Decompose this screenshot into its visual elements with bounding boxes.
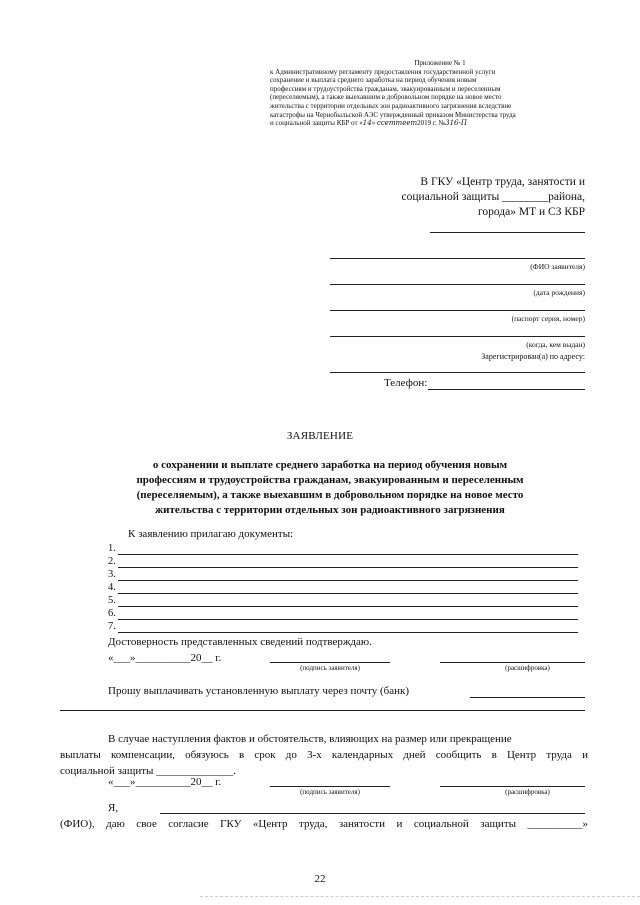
doc-number: 6.: [108, 608, 116, 619]
date-field-2[interactable]: «___»__________20__ г.: [108, 776, 222, 788]
doc-field-5[interactable]: [118, 606, 578, 607]
date-field[interactable]: «___»__________20__ г.: [108, 652, 222, 664]
subject-line: (переселяемым), а также выехавшим в добровольном порядке на новое место: [136, 489, 524, 501]
handwritten-month: ссеттеет: [376, 119, 418, 128]
signature-caption: (подпись заявителя): [300, 664, 360, 672]
issued-field[interactable]: [330, 336, 585, 337]
subject-line: о сохранении и выплате среднего заработка на период обучения новым: [152, 459, 508, 471]
document-title: ЗАЯВЛЕНИЕ: [286, 430, 354, 442]
mail-request-text: Прошу выплачивать установленную выплату через почту (банк): [108, 685, 410, 697]
doc-number: 2.: [108, 556, 116, 567]
attach-intro: К заявлению прилагаю документы:: [128, 528, 294, 540]
signature-caption-2: (подпись заявителя): [300, 788, 360, 796]
doc-field-4[interactable]: [118, 593, 578, 594]
doc-number: 7.: [108, 621, 116, 632]
birth-caption: (дата рождения): [533, 288, 585, 297]
passport-field[interactable]: [330, 310, 585, 311]
appendix-line: (переселяемым), а также выехавшим в добровольном порядке на новое место: [270, 93, 502, 102]
doc-number: 1.: [108, 543, 116, 554]
obligation-line: выплаты компенсации, обязуюсь в срок до 3-х календарных дней сообщить в Центр труда и: [60, 749, 588, 761]
appendix-line: жительства с территории отдельных зон радиоактивного загрязнения вследствие: [270, 101, 512, 110]
document-subject: [70, 458, 590, 518]
appendix-last-prefix: и социальной защиты КБР от «: [270, 119, 363, 128]
addressee-block: [385, 175, 585, 220]
appendix-block: [270, 59, 590, 128]
bank-field-continued[interactable]: [60, 710, 585, 711]
page-number: 22: [314, 873, 326, 885]
doc-field-1[interactable]: [118, 554, 578, 555]
addressee-line: города» МТ и СЗ КБР: [477, 206, 585, 218]
doc-field-6[interactable]: [118, 619, 578, 620]
appendix-header: Приложение № 1: [414, 59, 466, 67]
decode-caption-2: (расшифровка): [505, 788, 550, 796]
appendix-line: катастрофы на Чернобыльской АЭС утвержденный приказом Министерства труда: [270, 110, 516, 119]
address-field[interactable]: [330, 372, 585, 373]
addressee-underline[interactable]: [430, 232, 585, 233]
handwritten-day: 14: [362, 119, 372, 128]
doc-number: 4.: [108, 582, 116, 593]
appendix-year: 2019 г. №: [417, 119, 446, 128]
phone-field[interactable]: [428, 389, 585, 390]
subject-line: жительства с территории отдельных зон радиоактивного загрязнения: [155, 504, 505, 516]
fio-field[interactable]: [330, 258, 585, 259]
addressee-line: социальной защиты ________района,: [401, 191, 585, 203]
confirm-text: Достоверность представленных сведений подтверждаю.: [108, 636, 372, 648]
fio-caption: (ФИО заявителя): [530, 262, 585, 271]
subject-line: профессиям и трудоустройства гражданам, эвакуированным и переселенным: [136, 474, 524, 486]
quote-close: »: [371, 119, 377, 128]
birth-field[interactable]: [330, 284, 585, 285]
bottom-dashes: [200, 896, 640, 897]
obligation-line: В случае наступления фактов и обстоятельств, влияющих на размер или прекращение: [108, 733, 512, 745]
doc-field-7[interactable]: [118, 632, 578, 633]
obligation-line: социальной защиты ______________.: [60, 765, 236, 777]
doc-field-3[interactable]: [118, 580, 578, 581]
doc-field-2[interactable]: [118, 567, 578, 568]
decode-field[interactable]: [440, 662, 585, 663]
passport-caption: (паспорт серия, номер): [511, 314, 585, 323]
consent-fio-field[interactable]: [160, 813, 585, 814]
decode-field-2[interactable]: [440, 786, 585, 787]
bank-field[interactable]: [470, 697, 585, 698]
doc-number: 3.: [108, 569, 116, 580]
appendix-line: сохранение и выплата среднего заработка на период обучения новым: [270, 76, 477, 85]
appendix-line: к Административному регламенту предоставления государственной услуги: [270, 67, 496, 76]
appendix-last-line: [270, 119, 590, 128]
consent-ya: Я,: [108, 802, 119, 814]
signature-field[interactable]: [270, 662, 390, 663]
consent-line: (ФИО), даю свое согласие ГКУ «Центр труда, занятости и социальной защиты __________»: [60, 818, 588, 830]
phone-label: Телефон:: [384, 377, 428, 389]
issued-caption: (когда, кем выдан): [526, 340, 585, 349]
doc-number: 5.: [108, 595, 116, 606]
handwritten-number: 316-П: [445, 119, 467, 128]
registered-label: Зарегистрирован(а) по адресу:: [481, 352, 585, 361]
appendix-line: профессиям и трудоустройства гражданам, эвакуированным и переселенным: [270, 84, 501, 93]
decode-caption: (расшифровка): [505, 664, 550, 672]
addressee-line: В ГКУ «Центр труда, занятости и: [420, 176, 585, 188]
signature-field-2[interactable]: [270, 786, 390, 787]
